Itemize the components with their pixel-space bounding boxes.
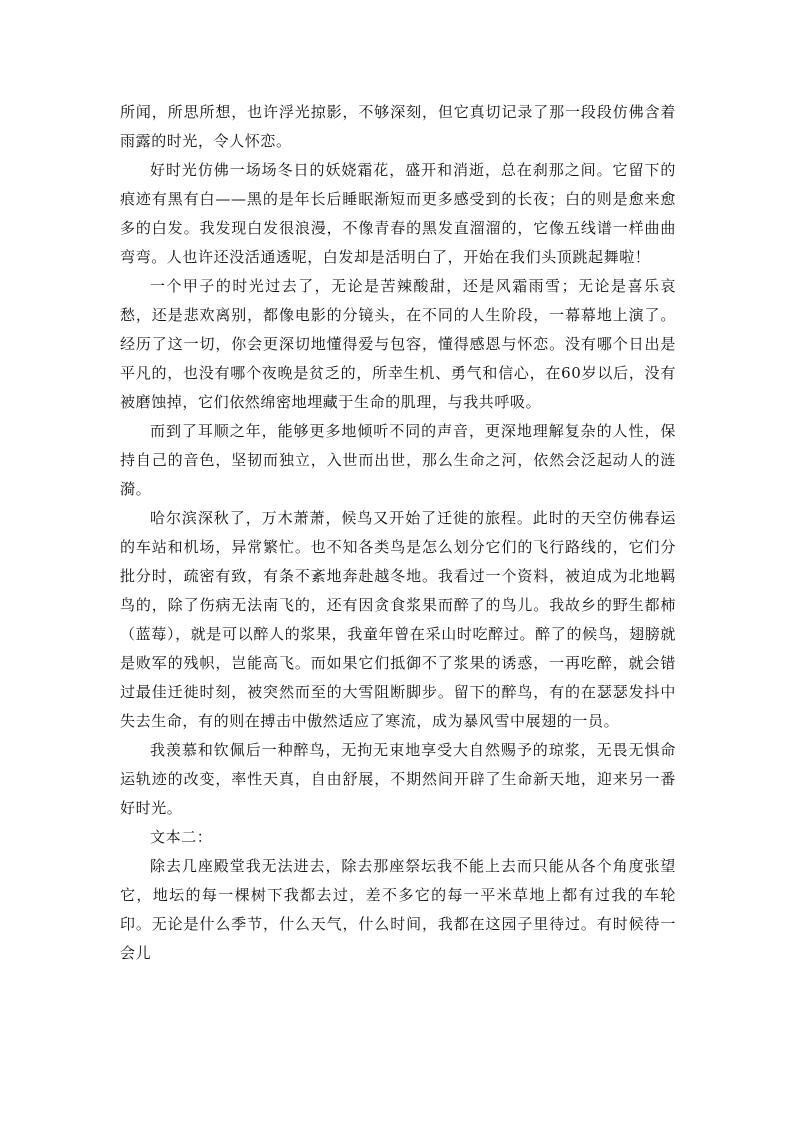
- paragraph-frost-flowers: 好时光仿佛一场场冬日的妖娆霜花，盛开和消逝，总在刹那之间。它留下的痕迹有黑有白——黑的是年长后睡眠渐短而更多感受到的长夜；白的则是愈来愈多的白发。我发现白发很浪漫，不像青春的黑发直溜溜的，它像五线谱一样曲曲弯弯。人也许还没活通透呢，白发却是活明白了，开始在我们头顶跳起舞啦！: [120, 161, 676, 266]
- section-heading-text-two: 文本二：: [150, 828, 213, 846]
- article-body: [120, 98, 676, 968]
- paragraph-migratory-birds: 哈尔滨深秋了，万木萧萧，候鸟又开始了迁徙的旅程。此时的天空仿佛春运的车站和机场，异常繁忙。也不知各类鸟是怎么划分它们的飞行路线的，它们分批分时，疏密有致，有条不紊地奔赴越冬地。我看过一个资料，被迫成为北地羁鸟的，除了伤病无法南飞的，还有因贪食浆果而醉了的鸟儿。我故乡的野生都柿（蓝莓），就是可以醉人的浆果，我童年曾在采山时吃醉过。醉了的候鸟，翅膀就是败军的残帜，岂能高飞。而如果它们抵御不了浆果的诱惑，一再吃醉，就会错过最佳迁徙时刻，被突然而至的大雪阻断脚步。留下的醉鸟，有的在瑟瑟发抖中失去生命，有的则在搏击中傲然适应了寒流，成为暴风雪中展翅的一员。: [120, 509, 676, 730]
- paragraph-sixty-years: 一个甲子的时光过去了，无论是苦辣酸甜，还是风霜雨雪；无论是喜乐哀愁，还是悲欢离别，都像电影的分镜头，在不同的人生阶段，一幕幕地上演了。经历了这一切，你会更深切地懂得爱与包容，懂得感恩与怀恋。没有哪个日出是平凡的，也没有哪个夜晚是贫乏的，所幸生机、勇气和信心，在60岁以后，没有被磨蚀掉，它们依然绵密地埋藏于生命的肌理，与我共呼吸。: [120, 277, 676, 411]
- paragraph-ditan: 除去几座殿堂我无法进去，除去那座祭坛我不能上去而只能从各个角度张望它，地坛的每一棵树下我都去过，差不多它的每一平米草地上都有过我的车轮印。无论是什么季节，什么天气，什么时间，我都在这园子里待过。有时候待一会儿: [120, 857, 676, 962]
- paragraph-drunk-birds: 我羡慕和钦佩后一种醉鸟，无拘无束地享受大自然赐予的琼浆，无畏无惧命运轨迹的改变，率性天真，自由舒展，不期然间开辟了生命新天地，迎来另一番好时光。: [120, 741, 676, 817]
- paragraph-continued: 所闻，所思所想，也许浮光掠影，不够深刻，但它真切记录了那一段段仿佛含着雨露的时光，令人怀恋。: [120, 103, 676, 150]
- paragraph-ershun: 而到了耳顺之年，能够更多地倾听不同的声音，更深地理解复杂的人性，保持自己的音色，坚韧而独立，入世而出世，那么生命之河，依然会泛起动人的涟漪。: [120, 422, 676, 498]
